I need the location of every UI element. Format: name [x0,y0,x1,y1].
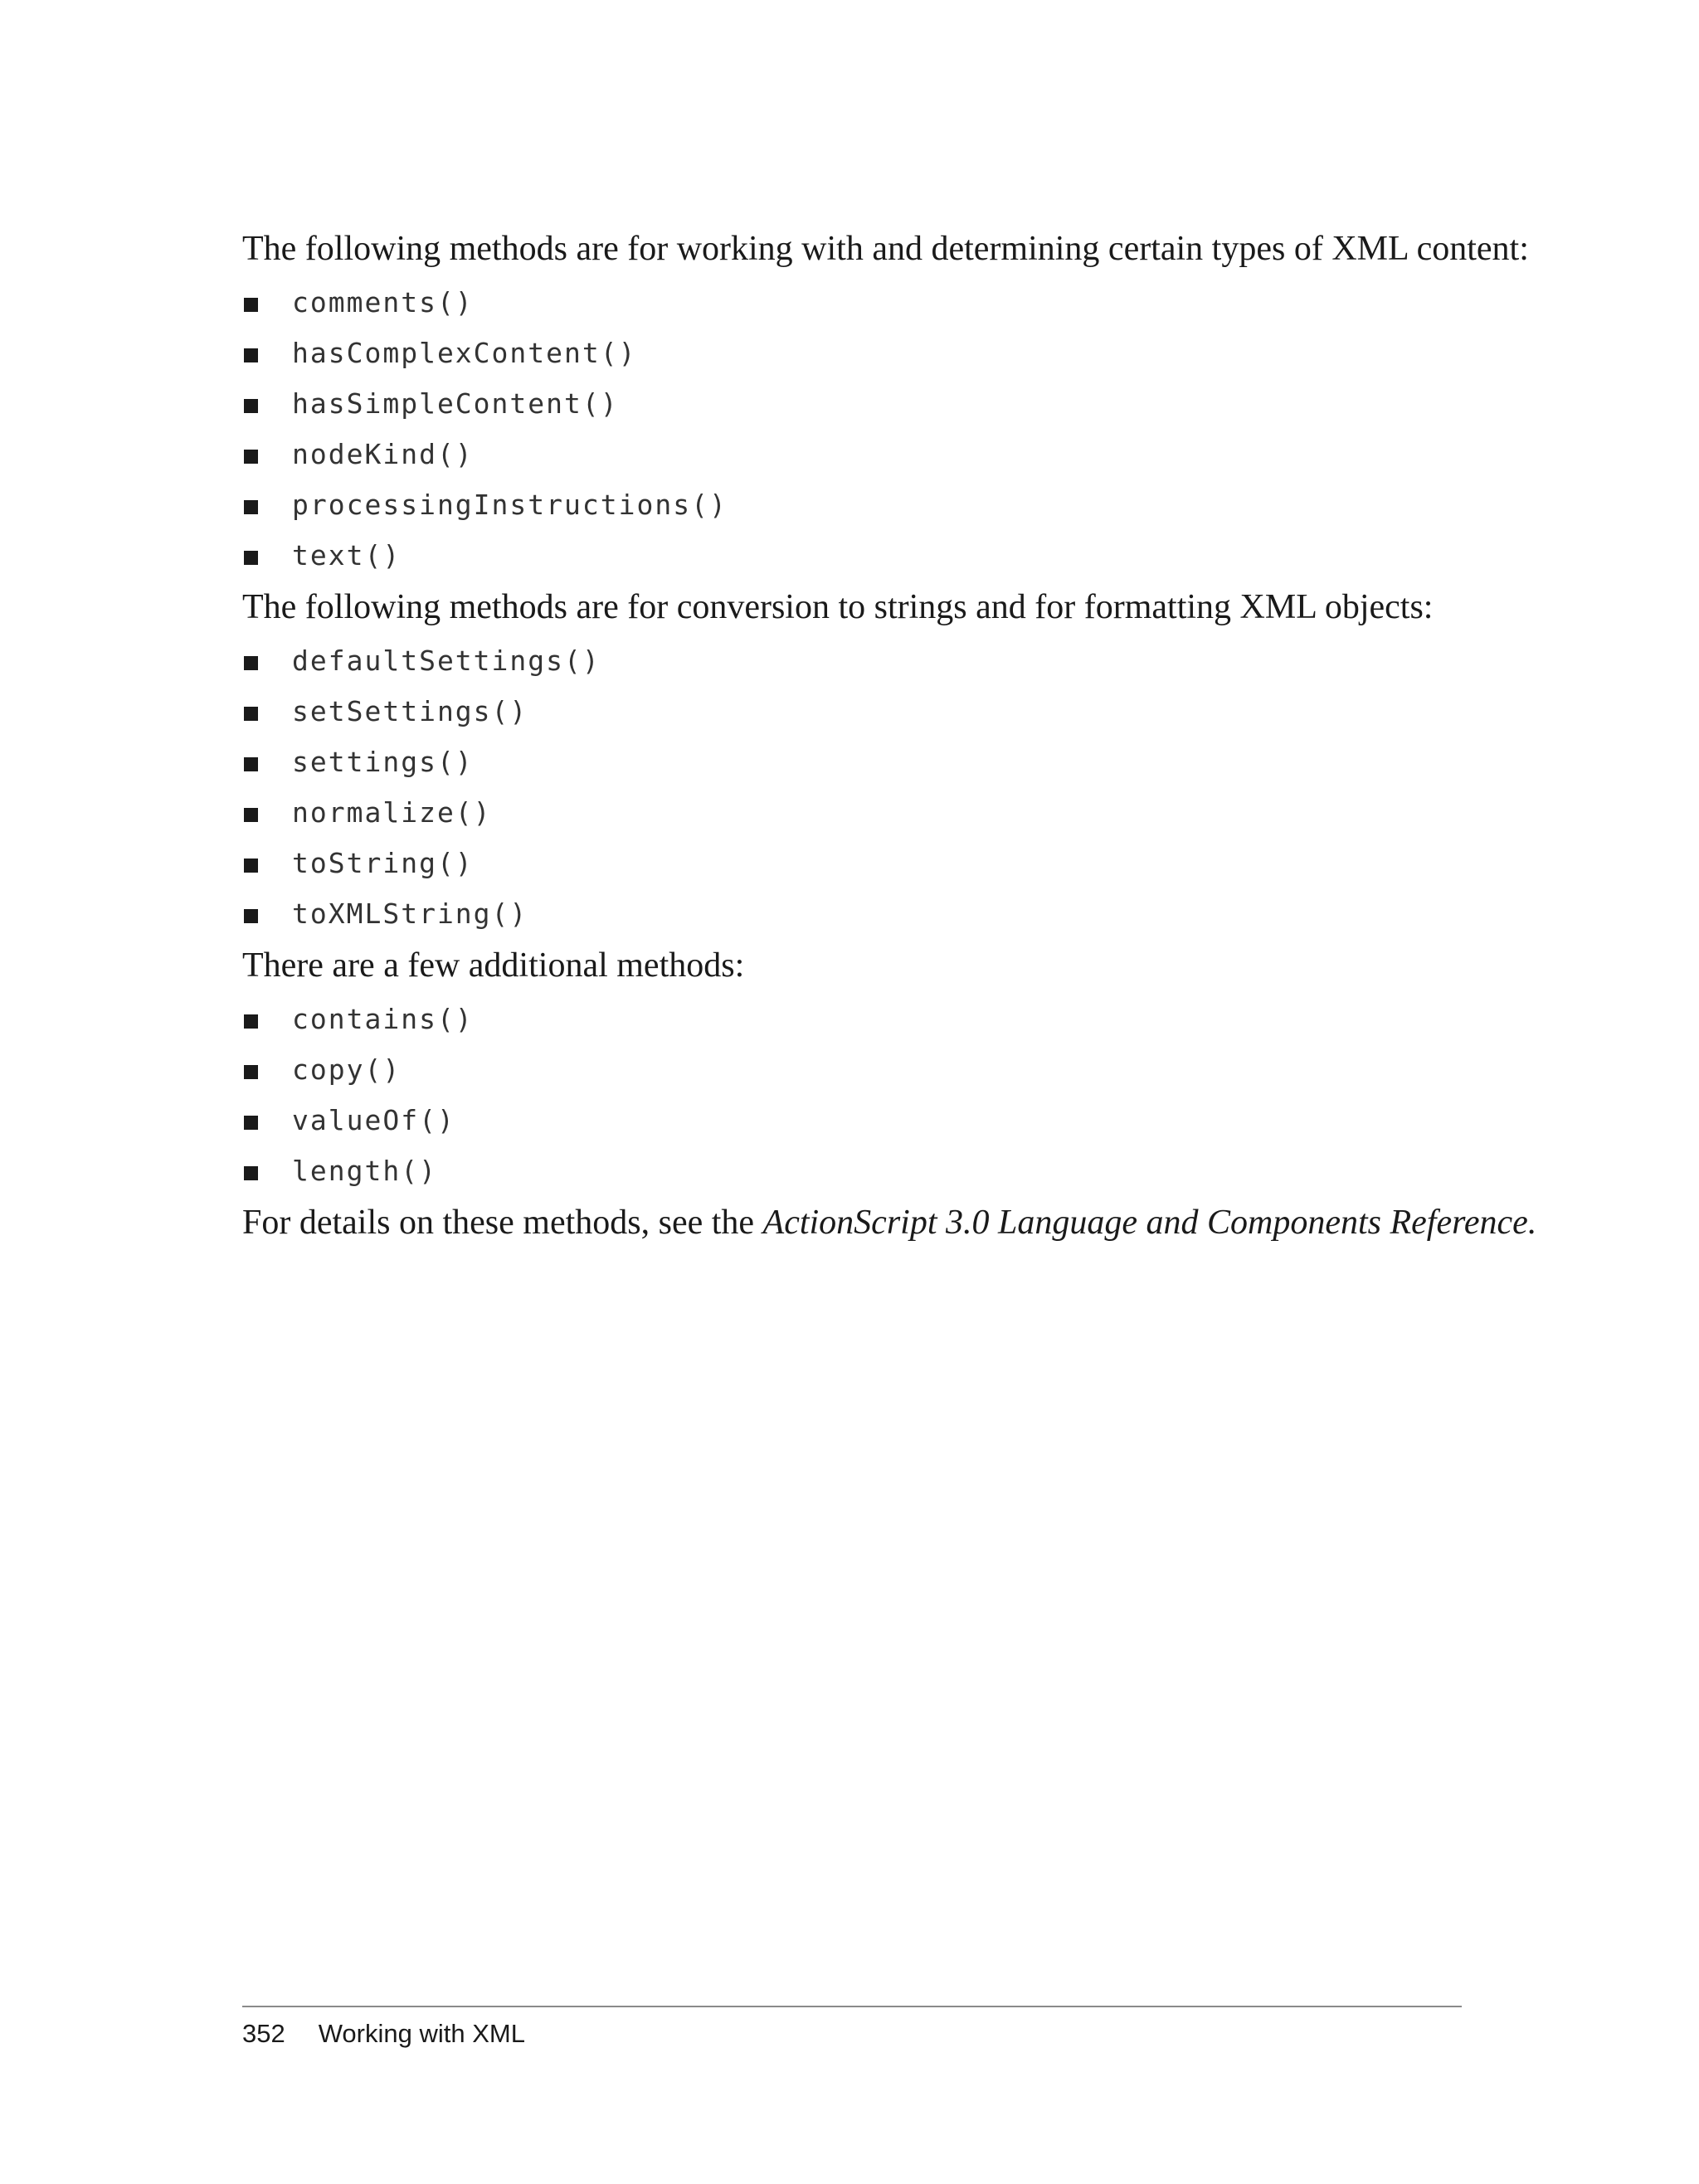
square-bullet-icon [244,551,258,565]
method-name: processingInstructions() [292,489,728,521]
square-bullet-icon [244,1014,258,1029]
method-name: hasComplexContent() [292,337,637,369]
square-bullet-icon [244,909,258,923]
closing-text: For details on these methods, see the [242,1204,763,1242]
page-footer [242,2017,525,2050]
square-bullet-icon [244,656,258,670]
square-bullet-icon [244,707,258,721]
list-item [242,1044,1462,1095]
method-name: normalize() [292,796,492,829]
method-name: setSettings() [292,695,528,727]
method-list [242,635,1462,939]
list-item [242,277,1462,328]
section-intro: There are a few additional methods: [242,946,745,985]
square-bullet-icon [244,1116,258,1130]
method-name: comments() [292,286,474,319]
method-list [242,277,1462,581]
section-intro: The following methods are for working with and determining certain types of XML content: [242,230,1529,268]
list-item [242,888,1462,939]
chapter-title: Working with XML [318,2019,525,2048]
closing-paragraph [242,1199,1537,1246]
list-item [242,1095,1462,1146]
method-name: valueOf() [292,1104,455,1136]
method-name: defaultSettings() [292,644,601,677]
square-bullet-icon [244,348,258,362]
list-item [242,530,1462,581]
list-item [242,1146,1462,1196]
list-item [242,737,1462,787]
square-bullet-icon [244,757,258,771]
method-name: copy() [292,1053,402,1086]
list-item [242,838,1462,888]
list-item [242,994,1462,1044]
method-name: length() [292,1155,437,1187]
list-item [242,686,1462,737]
list-item [242,378,1462,429]
square-bullet-icon [244,859,258,873]
list-item [242,635,1462,686]
reference-title: ActionScript 3.0 Language and Components Reference. [762,1204,1537,1242]
square-bullet-icon [244,1166,258,1180]
list-item [242,429,1462,479]
footer-divider [242,2006,1462,2007]
square-bullet-icon [244,399,258,413]
method-name: toString() [292,847,474,879]
list-item [242,787,1462,838]
section-intro: The following methods are for conversion to strings and for formatting XML objects: [242,588,1434,626]
method-name: text() [292,539,402,572]
method-name: contains() [292,1003,474,1035]
page-content [242,226,1537,1246]
square-bullet-icon [244,450,258,464]
list-item [242,328,1462,378]
square-bullet-icon [244,808,258,822]
method-name: nodeKind() [292,438,474,470]
method-name: toXMLString() [292,897,528,930]
square-bullet-icon [244,500,258,514]
page-number: 352 [242,2019,285,2048]
list-item [242,479,1462,530]
method-name: settings() [292,746,474,778]
method-list [242,994,1462,1196]
square-bullet-icon [244,1065,258,1079]
method-name: hasSimpleContent() [292,387,619,420]
square-bullet-icon [244,298,258,312]
